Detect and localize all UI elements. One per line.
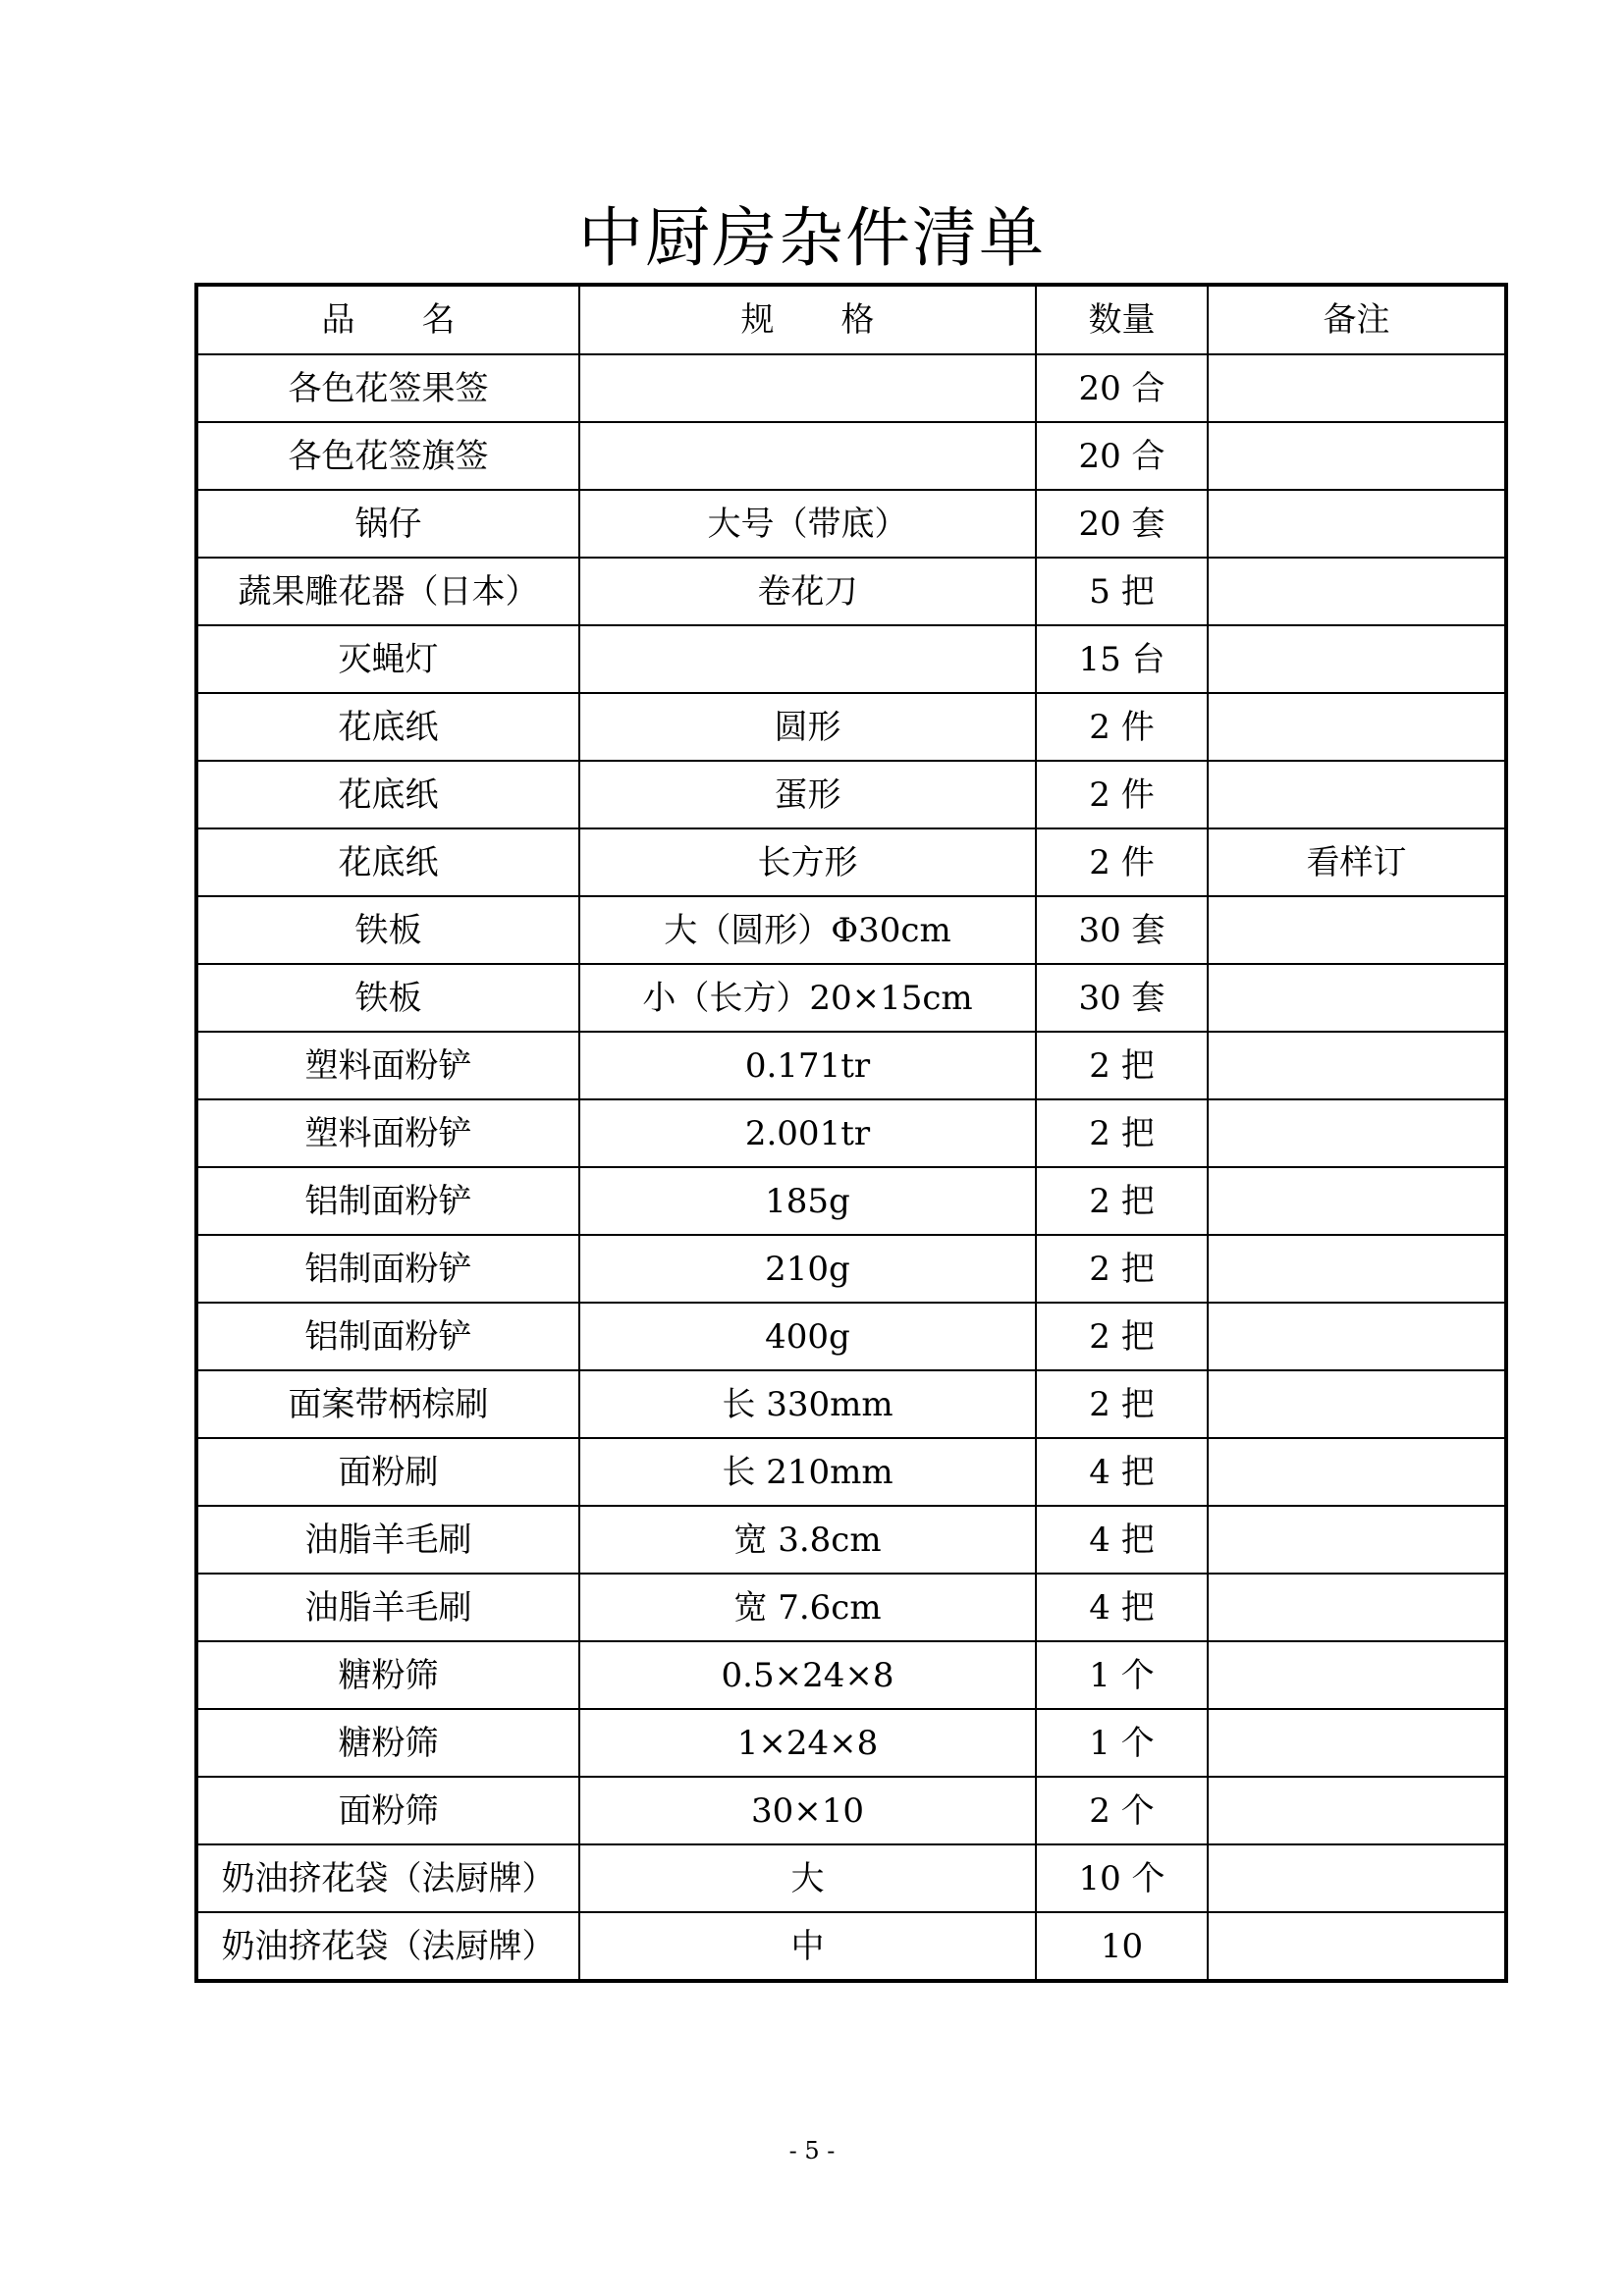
header-qty: 数量 [1036, 285, 1208, 354]
cell-name: 面粉筛 [196, 1777, 579, 1844]
cell-qty: 4 把 [1036, 1438, 1208, 1506]
table-row [196, 422, 1506, 490]
cell-name: 油脂羊毛刷 [196, 1506, 579, 1574]
cell-note [1208, 896, 1506, 964]
cell-spec: 大 [579, 1844, 1036, 1912]
cell-note [1208, 1709, 1506, 1777]
cell-spec: 宽 3.8cm [579, 1506, 1036, 1574]
table-body [196, 285, 1506, 1981]
cell-note [1208, 1777, 1506, 1844]
table-row [196, 828, 1506, 896]
cell-name: 油脂羊毛刷 [196, 1574, 579, 1641]
cell-spec: 宽 7.6cm [579, 1574, 1036, 1641]
table-row [196, 490, 1506, 558]
page-number: - 5 - [788, 2137, 836, 2164]
cell-note [1208, 1506, 1506, 1574]
cell-spec [579, 354, 1036, 422]
cell-qty: 2 把 [1036, 1303, 1208, 1370]
cell-spec: 185g [579, 1167, 1036, 1235]
cell-note [1208, 964, 1506, 1032]
table-row [196, 964, 1506, 1032]
cell-name: 蔬果雕花器（日本） [196, 558, 579, 625]
cell-note [1208, 1370, 1506, 1438]
cell-name: 各色花签旗签 [196, 422, 579, 490]
cell-spec: 圆形 [579, 693, 1036, 761]
cell-note [1208, 1574, 1506, 1641]
cell-spec: 30×10 [579, 1777, 1036, 1844]
cell-name: 奶油挤花袋（法厨牌） [196, 1844, 579, 1912]
cell-spec [579, 422, 1036, 490]
cell-spec: 小（长方）20×15cm [579, 964, 1036, 1032]
cell-name: 铝制面粉铲 [196, 1235, 579, 1303]
table-row [196, 1912, 1506, 1981]
cell-name: 塑料面粉铲 [196, 1099, 579, 1167]
table-row [196, 1438, 1506, 1506]
cell-spec: 长方形 [579, 828, 1036, 896]
cell-name: 面案带柄棕刷 [196, 1370, 579, 1438]
cell-note [1208, 1641, 1506, 1709]
cell-name: 糖粉筛 [196, 1709, 579, 1777]
table-row [196, 558, 1506, 625]
cell-qty: 2 把 [1036, 1235, 1208, 1303]
cell-note [1208, 1235, 1506, 1303]
cell-qty: 2 把 [1036, 1370, 1208, 1438]
cell-qty: 2 把 [1036, 1099, 1208, 1167]
table-row [196, 896, 1506, 964]
table-row [196, 1099, 1506, 1167]
cell-qty: 2 把 [1036, 1167, 1208, 1235]
table-row [196, 1844, 1506, 1912]
cell-note [1208, 1438, 1506, 1506]
table-row [196, 761, 1506, 828]
table-row [196, 693, 1506, 761]
cell-qty: 30 套 [1036, 896, 1208, 964]
cell-qty: 15 台 [1036, 625, 1208, 693]
cell-note [1208, 1099, 1506, 1167]
table-header-row [196, 285, 1506, 354]
cell-spec: 1×24×8 [579, 1709, 1036, 1777]
cell-note [1208, 1303, 1506, 1370]
table-row [196, 625, 1506, 693]
cell-qty: 30 套 [1036, 964, 1208, 1032]
header-spec: 规 格 [579, 285, 1036, 354]
cell-qty: 10 [1036, 1912, 1208, 1981]
cell-qty: 4 把 [1036, 1574, 1208, 1641]
cell-name: 糖粉筛 [196, 1641, 579, 1709]
cell-spec: 0.171tr [579, 1032, 1036, 1099]
cell-note [1208, 761, 1506, 828]
cell-spec: 0.5×24×8 [579, 1641, 1036, 1709]
cell-qty: 2 件 [1036, 693, 1208, 761]
cell-qty: 2 件 [1036, 828, 1208, 896]
cell-name: 花底纸 [196, 761, 579, 828]
table-row [196, 1235, 1506, 1303]
cell-name: 奶油挤花袋（法厨牌） [196, 1912, 579, 1981]
cell-spec: 中 [579, 1912, 1036, 1981]
cell-spec: 210g [579, 1235, 1036, 1303]
page-title: 中厨房杂件清单 [578, 200, 1046, 276]
cell-qty: 2 把 [1036, 1032, 1208, 1099]
cell-qty: 2 件 [1036, 761, 1208, 828]
table-row [196, 1167, 1506, 1235]
cell-note [1208, 1844, 1506, 1912]
cell-note [1208, 1167, 1506, 1235]
header-note: 备注 [1208, 285, 1506, 354]
cell-spec: 蛋形 [579, 761, 1036, 828]
cell-note [1208, 1912, 1506, 1981]
cell-spec: 大号（带底） [579, 490, 1036, 558]
cell-qty: 2 个 [1036, 1777, 1208, 1844]
cell-name: 花底纸 [196, 693, 579, 761]
cell-name: 铁板 [196, 896, 579, 964]
cell-note [1208, 693, 1506, 761]
cell-qty: 5 把 [1036, 558, 1208, 625]
cell-note [1208, 1032, 1506, 1099]
cell-note [1208, 625, 1506, 693]
table-row [196, 1574, 1506, 1641]
table-row [196, 1032, 1506, 1099]
cell-name: 花底纸 [196, 828, 579, 896]
cell-name: 各色花签果签 [196, 354, 579, 422]
cell-spec: 400g [579, 1303, 1036, 1370]
cell-qty: 20 合 [1036, 354, 1208, 422]
cell-name: 铝制面粉铲 [196, 1167, 579, 1235]
cell-note: 看样订 [1208, 828, 1506, 896]
header-name: 品 名 [196, 285, 579, 354]
cell-note [1208, 354, 1506, 422]
cell-qty: 10 个 [1036, 1844, 1208, 1912]
cell-name: 塑料面粉铲 [196, 1032, 579, 1099]
cell-name: 铝制面粉铲 [196, 1303, 579, 1370]
table-row [196, 1506, 1506, 1574]
cell-spec: 长 330mm [579, 1370, 1036, 1438]
cell-name: 锅仔 [196, 490, 579, 558]
cell-qty: 1 个 [1036, 1641, 1208, 1709]
table-row [196, 1641, 1506, 1709]
cell-spec [579, 625, 1036, 693]
table-row [196, 354, 1506, 422]
table-row [196, 1303, 1506, 1370]
inventory-table [194, 283, 1508, 1983]
cell-qty: 4 把 [1036, 1506, 1208, 1574]
cell-spec: 大（圆形）Φ30cm [579, 896, 1036, 964]
cell-spec: 2.001tr [579, 1099, 1036, 1167]
cell-qty: 20 套 [1036, 490, 1208, 558]
table-row [196, 1709, 1506, 1777]
cell-qty: 20 合 [1036, 422, 1208, 490]
cell-name: 灭蝇灯 [196, 625, 579, 693]
cell-name: 面粉刷 [196, 1438, 579, 1506]
cell-spec: 卷花刀 [579, 558, 1036, 625]
cell-note [1208, 422, 1506, 490]
cell-spec: 长 210mm [579, 1438, 1036, 1506]
cell-name: 铁板 [196, 964, 579, 1032]
cell-qty: 1 个 [1036, 1709, 1208, 1777]
table-row [196, 1777, 1506, 1844]
table-row [196, 1370, 1506, 1438]
cell-note [1208, 490, 1506, 558]
cell-note [1208, 558, 1506, 625]
